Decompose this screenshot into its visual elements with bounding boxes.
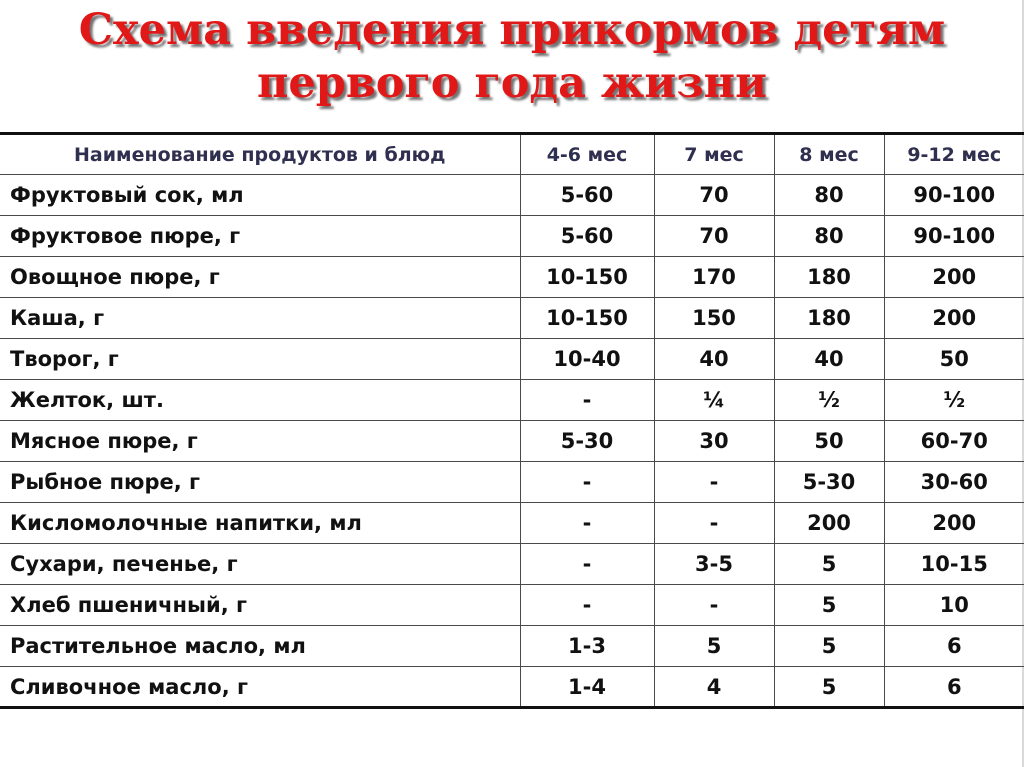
value-8: ½ [774, 380, 884, 421]
value-4-6: - [520, 503, 654, 544]
value-4-6: 10-40 [520, 339, 654, 380]
value-8: 180 [774, 257, 884, 298]
value-9-12: ½ [884, 380, 1024, 421]
product-name: Овощное пюре, г [0, 257, 520, 298]
value-7: 70 [654, 216, 774, 257]
value-8: 5 [774, 667, 884, 708]
table-header-row [0, 134, 1024, 175]
product-name: Хлеб пшеничный, г [0, 585, 520, 626]
value-7: - [654, 503, 774, 544]
table-row [0, 503, 1024, 544]
value-8: 40 [774, 339, 884, 380]
table-row [0, 257, 1024, 298]
value-4-6: 1-3 [520, 626, 654, 667]
product-name: Желток, шт. [0, 380, 520, 421]
value-4-6: 1-4 [520, 667, 654, 708]
table-row [0, 216, 1024, 257]
value-7: 4 [654, 667, 774, 708]
value-8: 200 [774, 503, 884, 544]
value-4-6: - [520, 462, 654, 503]
value-4-6: 10-150 [520, 298, 654, 339]
value-8: 80 [774, 216, 884, 257]
value-4-6: 5-60 [520, 175, 654, 216]
value-8: 5 [774, 544, 884, 585]
product-name: Сухари, печенье, г [0, 544, 520, 585]
header-4-6-months: 4-6 мес [520, 134, 654, 175]
table-row [0, 421, 1024, 462]
value-8: 180 [774, 298, 884, 339]
value-9-12: 50 [884, 339, 1024, 380]
header-8-months: 8 мес [774, 134, 884, 175]
product-name: Творог, г [0, 339, 520, 380]
table-row [0, 380, 1024, 421]
product-name: Каша, г [0, 298, 520, 339]
value-4-6: - [520, 585, 654, 626]
value-4-6: - [520, 380, 654, 421]
value-8: 80 [774, 175, 884, 216]
value-9-12: 90-100 [884, 216, 1024, 257]
value-7: 70 [654, 175, 774, 216]
table-row [0, 339, 1024, 380]
value-7: - [654, 462, 774, 503]
value-9-12: 200 [884, 298, 1024, 339]
table-row [0, 175, 1024, 216]
page-title [0, 4, 1024, 110]
value-7: 30 [654, 421, 774, 462]
feeding-table-wrapper [0, 132, 1024, 709]
value-9-12: 200 [884, 503, 1024, 544]
value-4-6: 5-30 [520, 421, 654, 462]
value-7: 40 [654, 339, 774, 380]
value-4-6: - [520, 544, 654, 585]
value-4-6: 10-150 [520, 257, 654, 298]
feeding-schedule-table [0, 132, 1024, 709]
value-9-12: 10-15 [884, 544, 1024, 585]
product-name: Фруктовое пюре, г [0, 216, 520, 257]
value-8: 5 [774, 585, 884, 626]
product-name: Растительное масло, мл [0, 626, 520, 667]
value-9-12: 10 [884, 585, 1024, 626]
product-name: Сливочное масло, г [0, 667, 520, 708]
table-row [0, 626, 1024, 667]
value-7: - [654, 585, 774, 626]
value-9-12: 6 [884, 667, 1024, 708]
value-4-6: 5-60 [520, 216, 654, 257]
value-7: 3-5 [654, 544, 774, 585]
value-8: 5-30 [774, 462, 884, 503]
value-9-12: 6 [884, 626, 1024, 667]
header-products: Наименование продуктов и блюд [0, 134, 520, 175]
value-7: 150 [654, 298, 774, 339]
product-name: Кисломолочные напитки, мл [0, 503, 520, 544]
value-7: 5 [654, 626, 774, 667]
value-9-12: 60-70 [884, 421, 1024, 462]
table-row [0, 585, 1024, 626]
title-line-2: первого года жизни [256, 58, 768, 108]
value-9-12: 90-100 [884, 175, 1024, 216]
header-7-months: 7 мес [654, 134, 774, 175]
value-9-12: 200 [884, 257, 1024, 298]
value-8: 50 [774, 421, 884, 462]
product-name: Рыбное пюре, г [0, 462, 520, 503]
table-row [0, 298, 1024, 339]
product-name: Мясное пюре, г [0, 421, 520, 462]
value-7: ¼ [654, 380, 774, 421]
header-9-12-months: 9-12 мес [884, 134, 1024, 175]
table-row [0, 462, 1024, 503]
product-name: Фруктовый сок, мл [0, 175, 520, 216]
value-9-12: 30-60 [884, 462, 1024, 503]
value-7: 170 [654, 257, 774, 298]
title-line-1: Схема введения прикормов детям [78, 5, 946, 55]
table-row [0, 544, 1024, 585]
value-8: 5 [774, 626, 884, 667]
table-row [0, 667, 1024, 708]
